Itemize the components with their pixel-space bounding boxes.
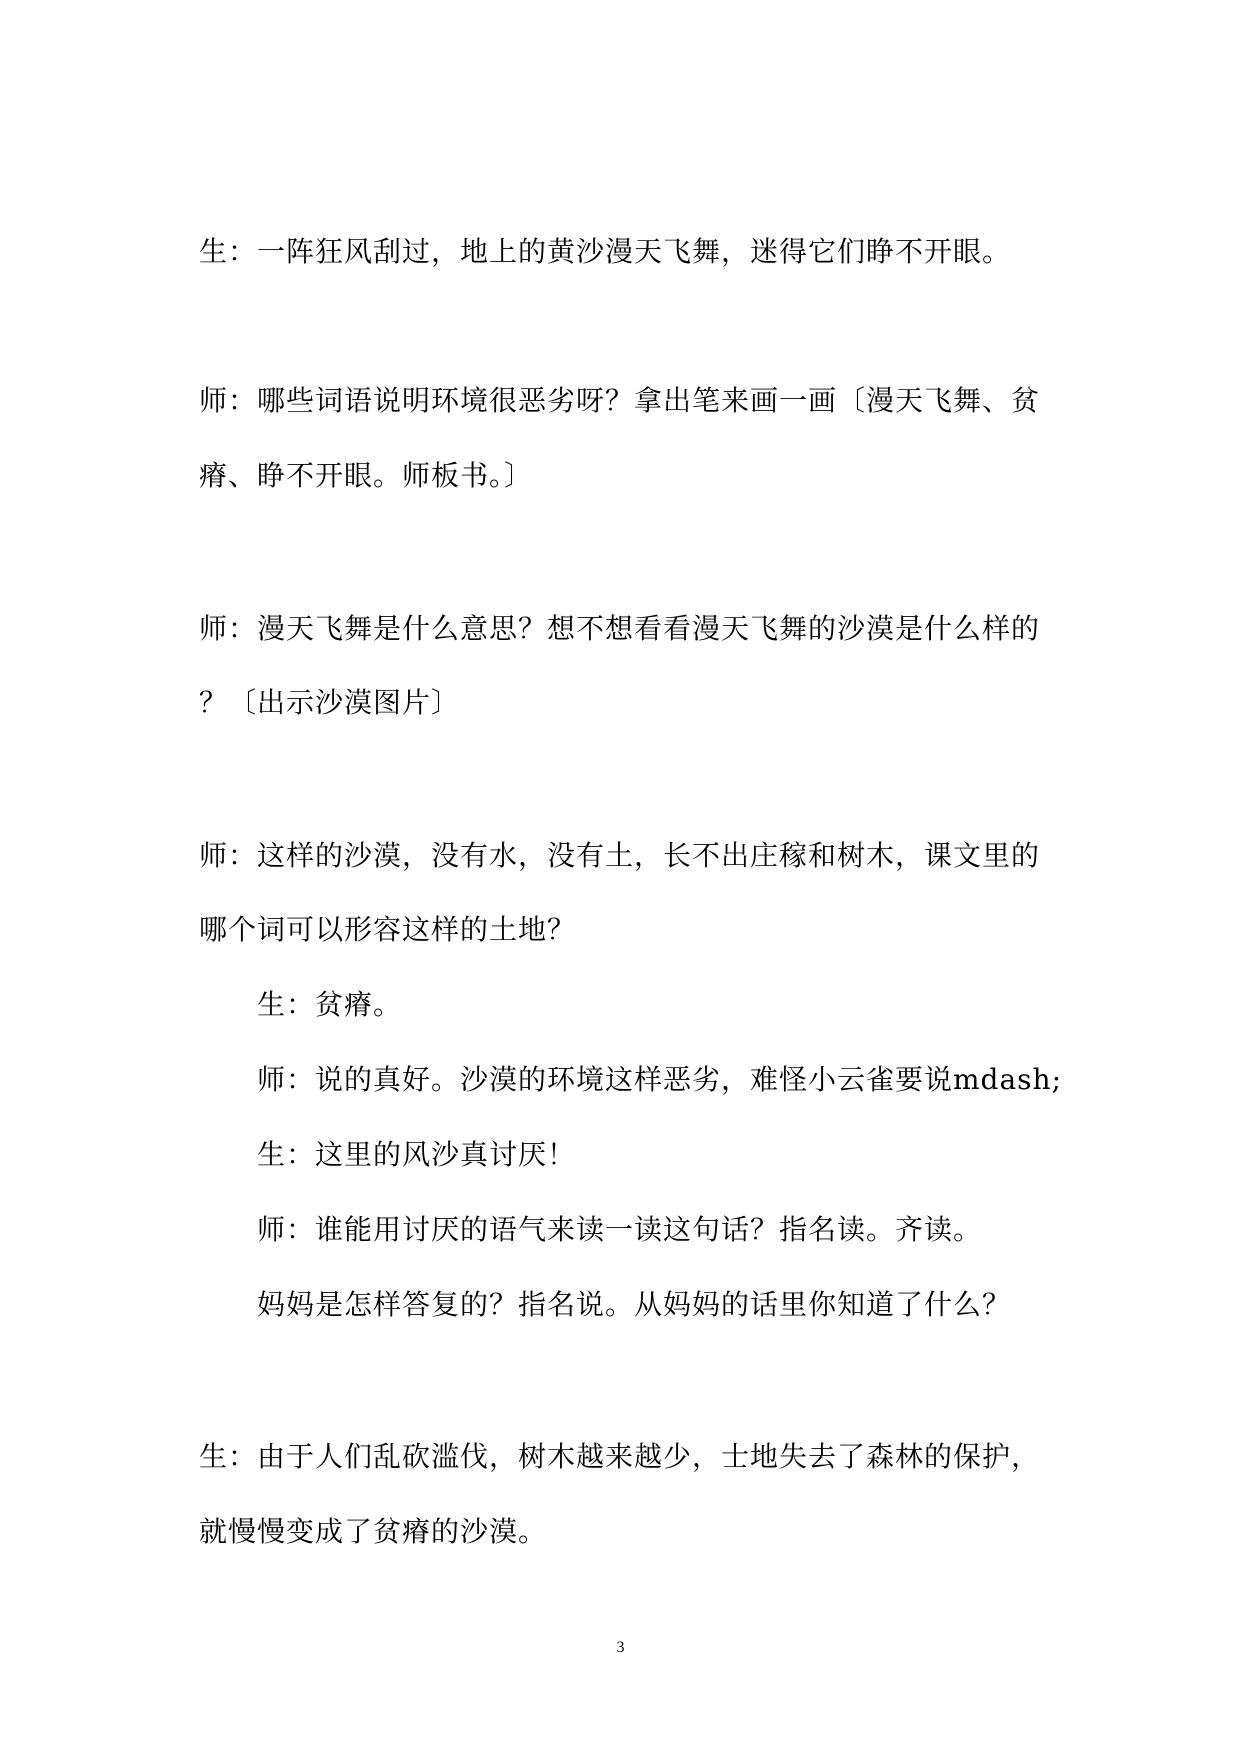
text-line-1: 生：一阵狂风刮过，地上的黄沙漫天飞舞，迷得它们睁不开眼。: [199, 235, 1012, 268]
text-line-13: 生：由于人们乱砍滥伐，树木越来越少，士地失去了森林的保护，: [199, 1440, 1041, 1473]
text-line-8: 生：贫瘠。: [257, 988, 403, 1021]
text-line-3: 瘠、睁不开眼。师板书。〕: [199, 459, 534, 492]
text-line-11: 师：谁能用讨厌的语气来读一读这句话？指名读。齐读。: [257, 1213, 983, 1246]
text-line-12: 妈妈是怎样答复的？指名说。从妈妈的话里你知道了什么？: [257, 1288, 1012, 1321]
text-line-2: 师：哪些词语说明环境很恶劣呀？拿出笔来画一画〔漫天飞舞、贫: [199, 384, 1041, 417]
page-number: 3: [616, 1639, 625, 1656]
text-line-7: 哪个词可以形容这样的土地？: [199, 913, 577, 946]
text-line-6: 师：这样的沙漠，没有水，没有土，长不出庄稼和树木，课文里的: [199, 839, 1041, 872]
text-line-9: 师：说的真好。沙漠的环境这样恶劣，难怪小云雀要说mdash;: [257, 1063, 1063, 1096]
text-line-14: 就慢慢变成了贫瘠的沙漠。: [199, 1515, 548, 1548]
text-line-4: 师：漫天飞舞是什么意思？想不想看看漫天飞舞的沙漠是什么样的: [199, 612, 1041, 645]
text-line-5: ？〔出示沙漠图片〕: [199, 686, 461, 719]
text-line-10: 生：这里的风沙真讨厌！: [257, 1138, 577, 1171]
